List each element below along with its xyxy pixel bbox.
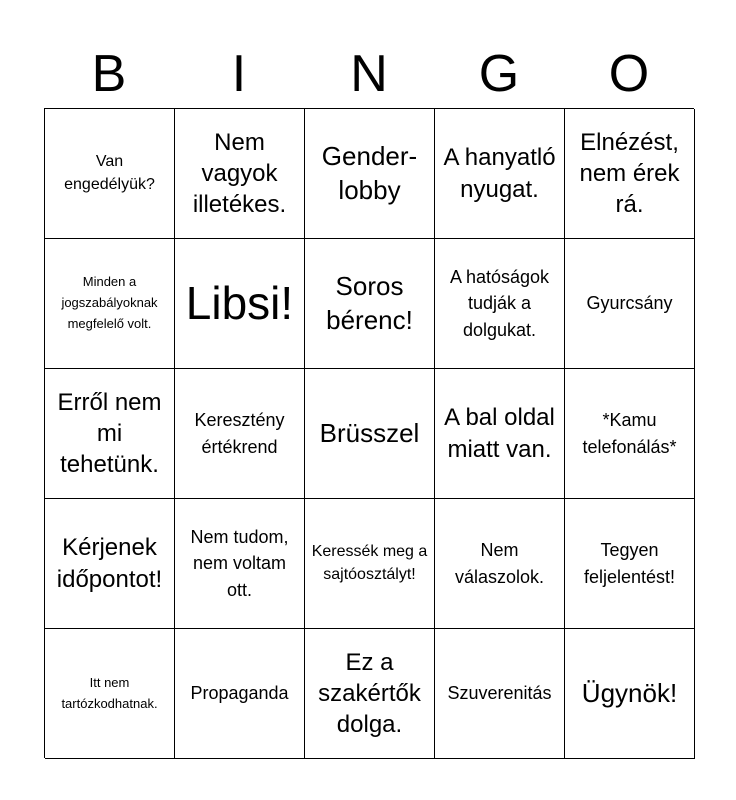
bingo-cell[interactable]: Brüsszel bbox=[305, 369, 435, 499]
bingo-header bbox=[44, 40, 694, 108]
bingo-cell[interactable]: A bal oldal miatt van. bbox=[435, 369, 565, 499]
bingo-cell[interactable]: Nem vagyok illetékes. bbox=[175, 109, 305, 239]
bingo-cell[interactable]: Minden a jogszabályoknak megfelelő volt. bbox=[45, 239, 175, 369]
bingo-cell[interactable]: Tegyen feljelentést! bbox=[565, 499, 695, 629]
bingo-grid bbox=[44, 108, 694, 758]
bingo-cell[interactable]: Kérjenek időpontot! bbox=[45, 499, 175, 629]
header-letter-g: G bbox=[478, 45, 520, 103]
bingo-cell[interactable]: Ez a szakértők dolga. bbox=[305, 629, 435, 759]
bingo-cell[interactable]: Gender-lobby bbox=[305, 109, 435, 239]
bingo-cell[interactable]: Ügynök! bbox=[565, 629, 695, 759]
bingo-cell[interactable]: A hanyatló nyugat. bbox=[435, 109, 565, 239]
bingo-cell[interactable]: Nem válaszolok. bbox=[435, 499, 565, 629]
header-letter-i: I bbox=[231, 45, 247, 103]
bingo-cell[interactable]: *Kamu telefonálás* bbox=[565, 369, 695, 499]
header-letter-o: O bbox=[608, 45, 650, 103]
bingo-cell[interactable]: Erről nem mi tehetünk. bbox=[45, 369, 175, 499]
bingo-cell[interactable]: Keressék meg a sajtóosztályt! bbox=[305, 499, 435, 629]
bingo-cell[interactable]: Itt nem tartózkodhatnak. bbox=[45, 629, 175, 759]
bingo-cell[interactable]: Nem tudom, nem voltam ott. bbox=[175, 499, 305, 629]
bingo-cell[interactable]: Van engedélyük? bbox=[45, 109, 175, 239]
header-letter-n: N bbox=[350, 45, 388, 103]
bingo-cell[interactable]: Elnézést, nem érek rá. bbox=[565, 109, 695, 239]
header-letter-b: B bbox=[91, 45, 127, 103]
bingo-cell[interactable]: Libsi! bbox=[175, 239, 305, 369]
bingo-cell[interactable]: A hatóságok tudják a dolgukat. bbox=[435, 239, 565, 369]
bingo-cell[interactable]: Szuverenitás bbox=[435, 629, 565, 759]
bingo-cell[interactable]: Propaganda bbox=[175, 629, 305, 759]
bingo-cell[interactable]: Keresztény értékrend bbox=[175, 369, 305, 499]
bingo-cell[interactable]: Gyurcsány bbox=[565, 239, 695, 369]
bingo-cell[interactable]: Soros bérenc! bbox=[305, 239, 435, 369]
